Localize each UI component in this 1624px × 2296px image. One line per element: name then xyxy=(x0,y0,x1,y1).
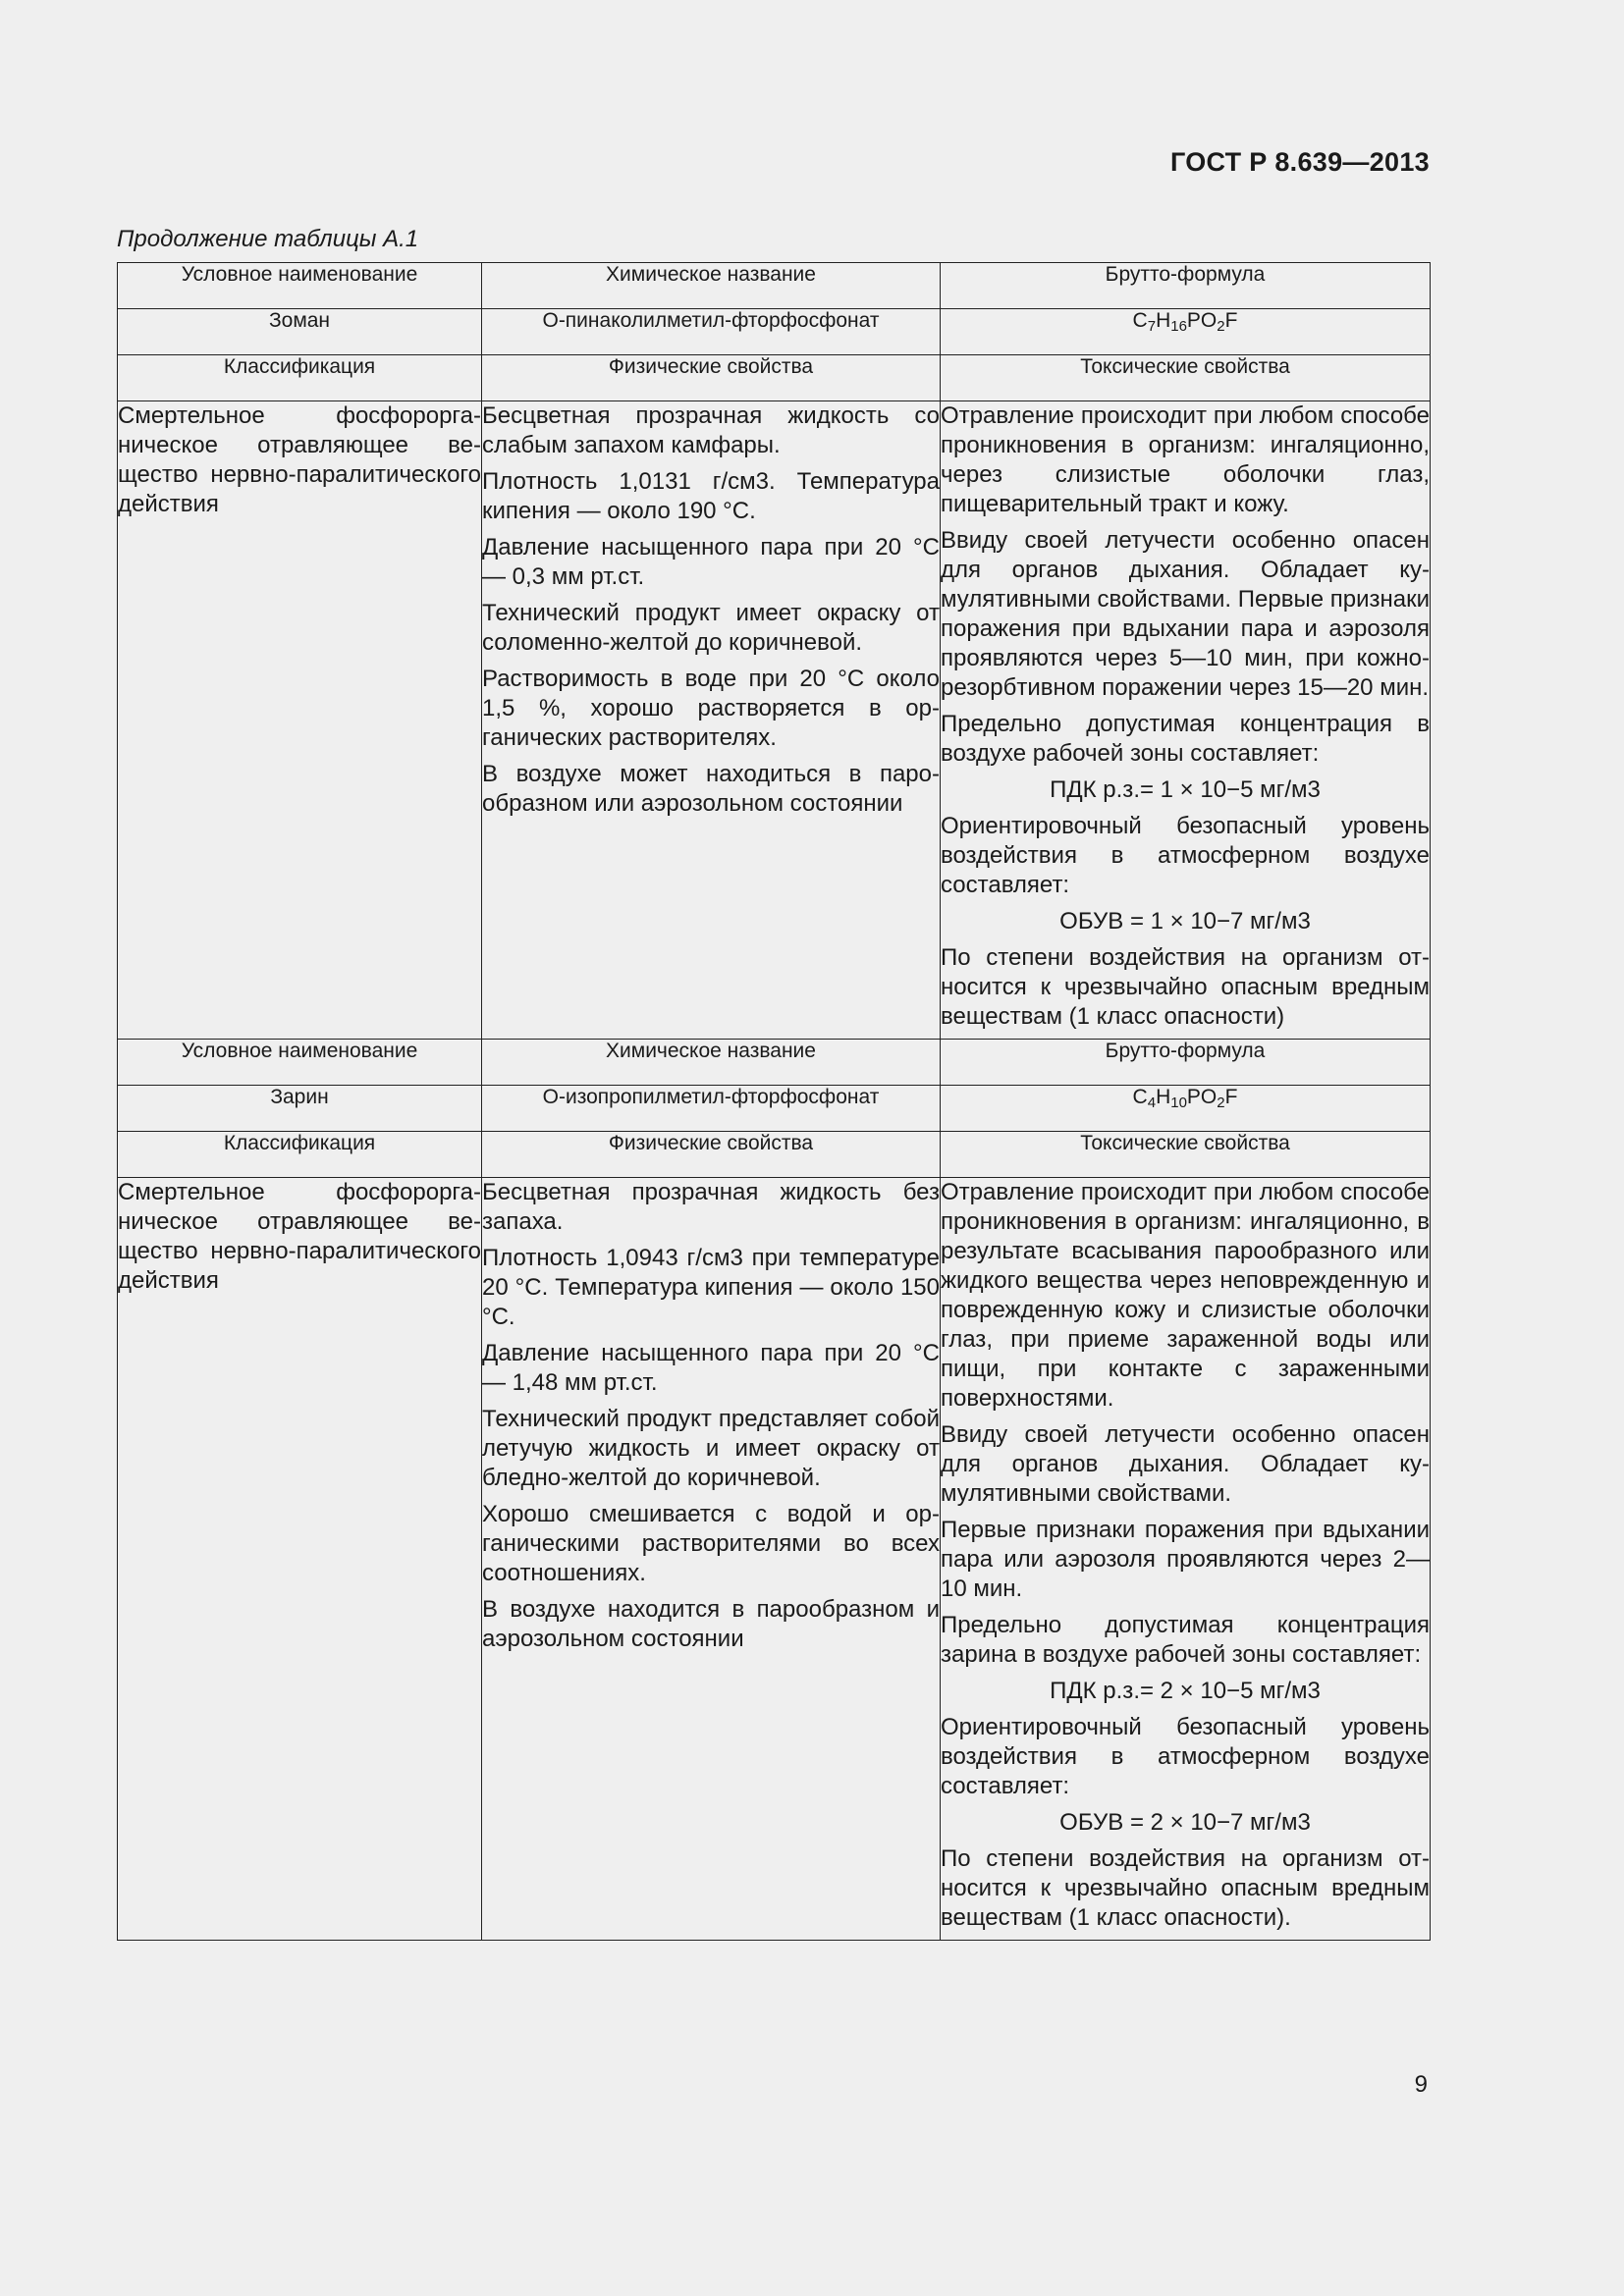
properties-header-row xyxy=(118,1132,1431,1178)
header-classification: Классификация xyxy=(118,355,482,401)
table-caption: Продолжение таблицы А.1 xyxy=(117,226,419,252)
physical-cell: Бесцветная прозрачная жидкость без запаха. Плотность 1,0943 г/см3 при температуре 20 °С. Температура кипения — около 150 °С. Давление насыщенного пара при 20 °С — 1,48 мм рт.ст. Технический продукт представляет собой летучую жидкость и имеет окраску от бледно-желтой до коричневой. Хорошо смешивается с водой и органическими растворителями во всех соотношениях. В воздухе находится в парообразном и аэрозольном состоянии xyxy=(482,1178,941,1941)
substances-table xyxy=(117,262,1431,1941)
substance-name-row xyxy=(118,1086,1431,1132)
table-header-row xyxy=(118,263,1431,309)
classification-cell: Смертельное фосфорорганическое отравляющее вещество нервно-паралитического действия xyxy=(118,401,482,1040)
properties-header-row xyxy=(118,355,1431,401)
header-chemical: Химическое название xyxy=(482,263,941,309)
substance-formula: $C_7H_{16}PO_2F$ xyxy=(941,309,1431,355)
header-physical: Физические свойства xyxy=(482,355,941,401)
header-formula: Брутто-формула xyxy=(941,1040,1431,1086)
page-number: 9 xyxy=(1414,2071,1428,2098)
header-physical: Физические свойства xyxy=(482,1132,941,1178)
obuv-formula: ОБУВ = 1 × 10−7 мг/м3 xyxy=(1059,908,1311,934)
properties-row xyxy=(118,401,1431,1040)
header-name: Условное наименование xyxy=(118,263,482,309)
substance-chemical-name: О-изопропилметил-фторфосфонат xyxy=(482,1086,941,1132)
substance-name-row xyxy=(118,309,1431,355)
header-toxic: Токсические свойства xyxy=(941,1132,1431,1178)
substance-name: Зарин xyxy=(118,1086,482,1132)
substance-name: Зоман xyxy=(118,309,482,355)
properties-row xyxy=(118,1178,1431,1941)
classification-cell: Смертельное фосфорорганическое отравляющее вещество нервно-паралитического действия xyxy=(118,1178,482,1941)
pdk-formula: ПДК р.з.= 1 × 10−5 мг/м3 xyxy=(1050,776,1321,803)
header-toxic: Токсические свойства xyxy=(941,355,1431,401)
header-chemical: Химическое название xyxy=(482,1040,941,1086)
header-name: Условное наименование xyxy=(118,1040,482,1086)
toxic-cell: Отравление происходит при любом способе проникновения в организм: ингаляционно, через слизистые оболочки глаз, пищеварительный тракт и кожу. Ввиду своей летучести особенно опасен для органов дыхания. Обладает кумулятивными свойствами. Первые признаки поражения при вдыхании пара и аэрозоля проявляются через 5—10 мин, при кожно-резорбтивном поражении через 15—20 мин. Предельно допустимая концентрация в воздухе рабочей зоны составляет: ПДК р.з.= 1 × 10−5 мг/м3 Ориентировочный безопасный уровень воздействия в атмосферном воздухе составляет: ОБУВ = 1 × 10−7 мг/м3 По степени воздействия на организм относится к чрезвычайно опасным вредным веществам (1 класс опасности) xyxy=(941,401,1431,1040)
substance-chemical-name: О-пинаколилметил-фторфосфонат xyxy=(482,309,941,355)
physical-cell: Бесцветная прозрачная жидкость со слабым запахом камфары. Плотность 1,0131 г/см3. Температура кипения — около 190 °С. Давление насыщенного пара при 20 °С — 0,3 мм рт.ст. Технический продукт имеет окраску от соломенно-желтой до коричневой. Растворимость в воде при 20 °С около 1,5 %, хорошо растворяется в органических растворителях. В воздухе может находиться в парообразном или аэрозольном состоянии xyxy=(482,401,941,1040)
pdk-formula: ПДК р.з.= 2 × 10−5 мг/м3 xyxy=(1050,1678,1321,1704)
obuv-formula: ОБУВ = 2 × 10−7 мг/м3 xyxy=(1059,1809,1311,1836)
table-header-row xyxy=(118,1040,1431,1086)
header-formula: Брутто-формула xyxy=(941,263,1431,309)
header-classification: Классификация xyxy=(118,1132,482,1178)
substance-formula: $C_4H_{10}PO_2F$ xyxy=(941,1086,1431,1132)
document-code: ГОСТ Р 8.639—2013 xyxy=(1169,147,1430,177)
toxic-cell: Отравление происходит при любом способе проникновения в организм: ингаляционно, в результате всасывания парообразного или жидкого вещества через неповрежденную и поврежденную кожу и слизистые оболочки глаз, при приеме зараженной воды или пищи, при контакте с зараженными поверхностями. Ввиду своей летучести особенно опасен для органов дыхания. Обладает кумулятивными свойствами. Первые признаки поражения при вдыхании пара или аэрозоля проявляются через 2—10 мин. Предельно допустимая концентрация зарина в воздухе рабочей зоны составляет: ПДК р.з.= 2 × 10−5 мг/м3 Ориентировочный безопасный уровень воздействия в атмосферном воздухе составляет: ОБУВ = 2 × 10−7 мг/м3 По степени воздействия на организм относится к чрезвычайно опасным вредным веществам (1 класс опасности). xyxy=(941,1178,1431,1941)
